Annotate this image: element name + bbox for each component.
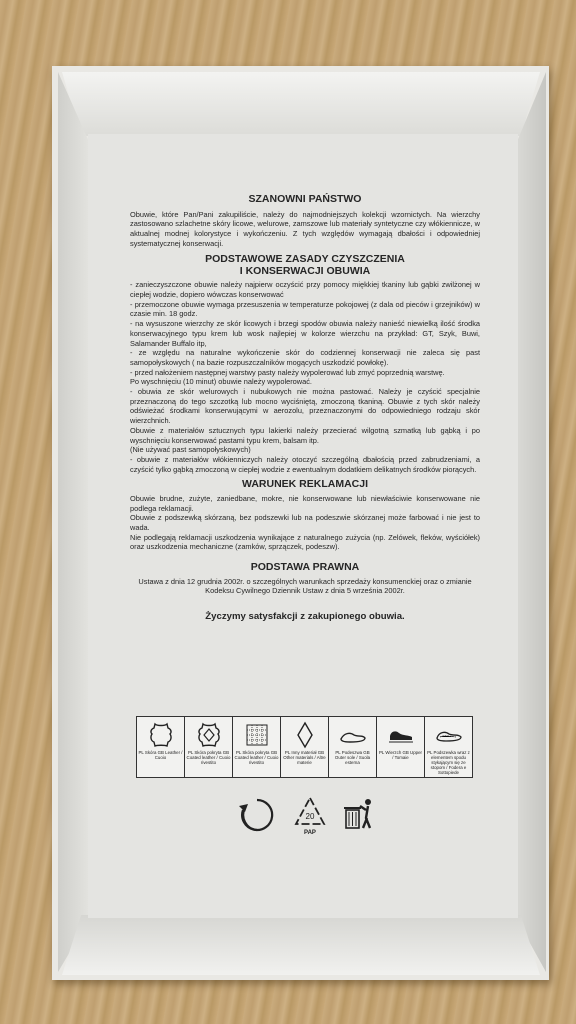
heading-claims: WARUNEK REKLAMACJI (242, 478, 368, 491)
box-rim-bottom (62, 915, 540, 975)
leather-hide-icon (146, 720, 176, 750)
list-item: - przemoczone obuwie wymaga przesuszenia w temperaturze pokojowej (z dala od pieców i grzejników) w czasie min. 18 godz. (130, 299, 480, 319)
material-caption: PL Skóra GB Leather / Cuoio (138, 750, 183, 760)
box-rim-top (62, 72, 540, 136)
material-caption: PL Skóra pokryta GB Coated leather / Cuoio rivestito (186, 750, 231, 765)
recycle-arrows-icon (236, 794, 278, 836)
list-item: - obuwie z materiałów włókienniczych należy otoczyć szczególną dbałością przed zabrudzeniami, a czyścić tylko gąbką zmoczoną w ciepłej wodzie z ewentualnym dodatkiem delikatnych środków piorących. (130, 454, 480, 474)
coated-leather-icon (194, 720, 224, 750)
heading-greeting: SZANOWNI PAŃSTWO (248, 193, 362, 205)
lining-sock-icon (434, 720, 464, 750)
upper-icon (386, 720, 416, 750)
material-cell (233, 717, 281, 777)
material-cell (185, 717, 233, 777)
material-cell (329, 717, 377, 777)
list-item: - ze względu na naturalne wykończenie skór do codziennej konserwacji nie zaleca się past samopołyskowych ( na bazie rozpuszczalników mogących uszkodzić powłokę). (130, 348, 480, 367)
coated-leather-grid-icon (242, 720, 272, 750)
material-cell (377, 717, 425, 777)
material-caption: PL Podeszwa GB Outer sole / Suola esterna (334, 750, 371, 765)
material-symbols-row (136, 716, 473, 778)
tidyman-bin-icon (340, 794, 380, 836)
material-cell (137, 717, 185, 777)
intro-paragraph: Obuwie, które Pan/Pani zakupiliście, należy do najmodniejszych kolekcji wzornictych. Na wierzchy zastosowano szlachetne skóry licowe, welurowe, zamszowe lub materiały syntetyczne czy włókiennicze, w aktualnej modnej kolorystyce i wykończeniu. Z tych względów wymagają dbałości i odpowiedniej systematycznej konserwacji. (130, 209, 480, 248)
other-material-diamond-icon (290, 720, 320, 750)
list-item: - obuwia ze skór welurowych i nubukowych nie można pastować. Należy je czyścić specjalnie przeznaczoną do tego szczotką lub mocno wyciśniętą, zmoczoną tkaniną. Obuwie z tych skór należy odświeżać środkami konserwującymi w aerozolu, przeznaczonymi do odpowiedniego rodzaju skór wierzchnich. (130, 387, 480, 426)
outer-sole-icon (338, 720, 368, 750)
material-caption: PL Podszewka wraz z elementem spodu stykającym się ze stopom / Fodera e Sottopiede (427, 750, 470, 775)
list-item: (Nie używać past samopołyskowych) (130, 445, 251, 455)
box-rim-right (516, 72, 546, 972)
material-cell (425, 717, 472, 777)
box-inner-panel (88, 134, 518, 918)
care-instructions (130, 194, 480, 631)
pap-recycling-icon (290, 794, 330, 838)
list-item: Obuwie brudne, zużyte, zaniedbane, mokre, nie konserwowane lub niewłaściwie konserwowane nie podlega reklamacji. (130, 493, 480, 513)
box-rim-left (58, 72, 90, 972)
list-item: - na wysuszone wierzchy ze skór licowych i brzegi spodów obuwia należy nanieść niewielką ilość środka konserwacyjnego typu krem lub wosk najlepiej w kolorze wierzchu na przykład: GT, Szyk, Buwi, Salamander Buffalo itp, (130, 319, 480, 348)
heading-cleaning-line2: I KONSERWACJI OBUWIA (239, 264, 371, 277)
heading-cleaning-line1: PODSTAWOWE ZASADY CZYSZCZENIA (205, 253, 405, 266)
material-caption: PL Inny materiał GB Other materials / Altre materie (283, 750, 326, 765)
pap-label: PAP (304, 830, 316, 836)
list-item: Nie podlegają reklamacji uszkodzenia wynikające z naturalnego zużycia (np. Zelówek, fleków, wyściółek) oraz uszkodzenia mechaniczne (zamków, sprzączek, podeszw). (130, 532, 480, 552)
list-item: Po wyschnięciu (10 minut) obuwie należy wypolerować. (130, 377, 312, 387)
legal-paragraph: Ustawa z dnia 12 grudnia 2002r. o szczególnych warunkach sprzedaży konsumenckiej oraz o zmianie Kodeksu Cywilnego Dziennik Ustaw z dnia 5 września 2002r. (138, 576, 472, 596)
claims-list (130, 494, 480, 552)
material-caption: PL Skóra pokryta GB Coated leather / Cuoio rivestito (234, 750, 279, 765)
heading-legal: PODSTAWA PRAWNA (250, 561, 360, 574)
list-item: Obuwie z materiałów sztucznych typu lakierki należy przecierać wilgotną szmatką lub gąbką i po wyschnięciu konserwować pastami typu krem, balsam itp. (130, 425, 480, 445)
list-item: - przed nałożeniem następnej warstwy pasty należy wypolerować lub zmyć poprzednią warstwę. (130, 367, 445, 377)
closing-line: Życzymy satysfakcji z zakupionego obuwia. (205, 611, 405, 622)
material-cell (281, 717, 329, 777)
material-caption: PL Wierzch GB Upper / Tomaie (378, 750, 423, 760)
list-item: - zanieczyszczone obuwie należy najpierw oczyścić przy pomocy miękkiej tkaniny lub gąbki zwilżonej w ciepłej wodzie, dopiero wówczas konserwować (130, 280, 480, 300)
cleaning-rules-list (130, 280, 480, 474)
pap-number: 20 (305, 812, 315, 821)
list-item: Obuwie z podszewką skórzaną, bez podszewki lub na podeszwie skórzanej może farbować i nie jest to wada. (130, 513, 480, 532)
